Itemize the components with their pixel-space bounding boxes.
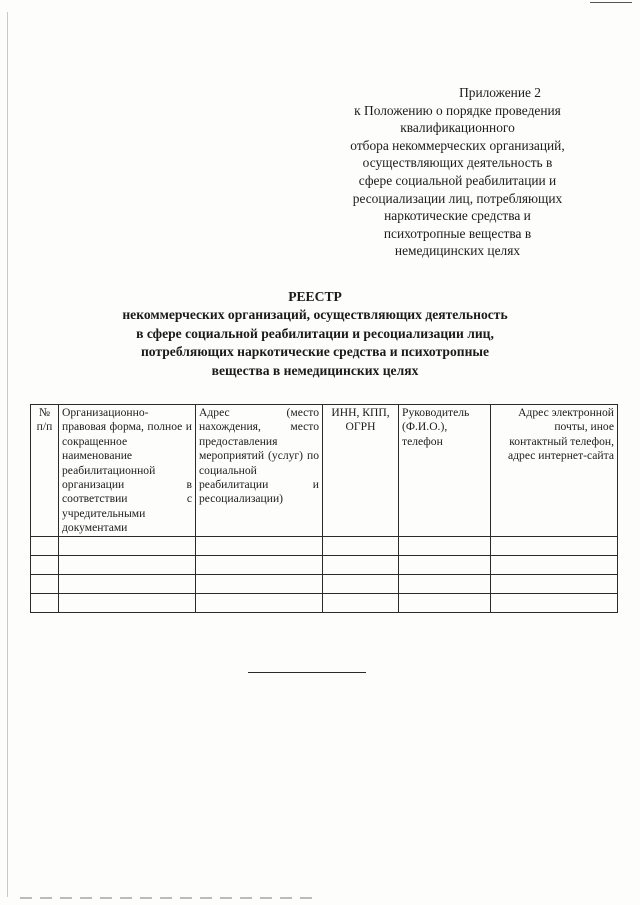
table-cell [31,556,59,575]
table-cell [59,594,196,613]
column-header-address: Адрес (место нахождения, место предоставления мероприятий (услуг) по социальной реабилитации и ресоциализации) [196,405,323,537]
table-cell [491,537,618,556]
table-cell [399,575,491,594]
table-cell [59,537,196,556]
column-header-contacts: Адрес электронной почты, иное контактный телефон, адрес интернет-сайта [491,405,618,537]
table-cell [196,556,323,575]
appendix-line: сфере социальной реабилитации и [358,172,557,188]
appendix-line: отбора некоммерческих организаций, [350,137,565,153]
table-cell [491,594,618,613]
scan-artifact-top [590,2,632,3]
table-cell [399,556,491,575]
title-line: некоммерческих организаций, осуществляющих деятельность [122,307,508,323]
appendix-line: наркотические средства и [384,208,531,224]
appendix-line: к Положению о порядке проведения [354,102,561,118]
table-cell [491,556,618,575]
appendix-line: Приложение 2 [459,85,541,100]
table-row [31,575,618,594]
column-header-inn: ИНН, КПП, ОГРН [323,405,399,537]
table-cell [491,575,618,594]
table-cell [323,537,399,556]
table-row [31,556,618,575]
title-line: потребляющих наркотические средства и психотропные [140,344,490,360]
column-header-director: Руководитель (Ф.И.О.), телефон [399,405,491,537]
table-cell [31,594,59,613]
appendix-line: психотропные вещества в [383,225,532,241]
table-cell [31,575,59,594]
appendix-header [330,84,585,260]
table-cell [59,556,196,575]
table-cell [323,594,399,613]
title-heading: РЕЕСТР [288,289,342,304]
appendix-line: ресоциализации лиц, потребляющих [352,190,563,206]
column-header-organization: Организационно-правовая форма, полное и сокращенное наименование реабилитационной организации в соответствии с учредительными документами [59,405,196,537]
column-header-number: № п/п [31,405,59,537]
table-cell [323,556,399,575]
appendix-line: осуществляющих деятельность в [362,155,553,171]
table-cell [59,575,196,594]
table-header-row [31,405,618,537]
table-cell [196,594,323,613]
registry-title [90,288,540,380]
scan-artifact-bottom [20,897,320,899]
title-line: в сфере социальной реабилитации и ресоциализации лиц, [136,325,494,341]
table-cell [323,575,399,594]
appendix-line: квалификационного [400,120,515,136]
title-line: вещества в немедицинских целях [211,362,419,378]
scan-artifact-left [7,12,8,897]
table-cell [196,537,323,556]
closing-rule [248,672,366,673]
registry-table [30,404,618,613]
table-cell [196,575,323,594]
appendix-line: немедицинских целях [394,243,521,259]
table-cell [31,537,59,556]
table-cell [399,537,491,556]
table-cell [399,594,491,613]
table-row [31,594,618,613]
table-row [31,537,618,556]
